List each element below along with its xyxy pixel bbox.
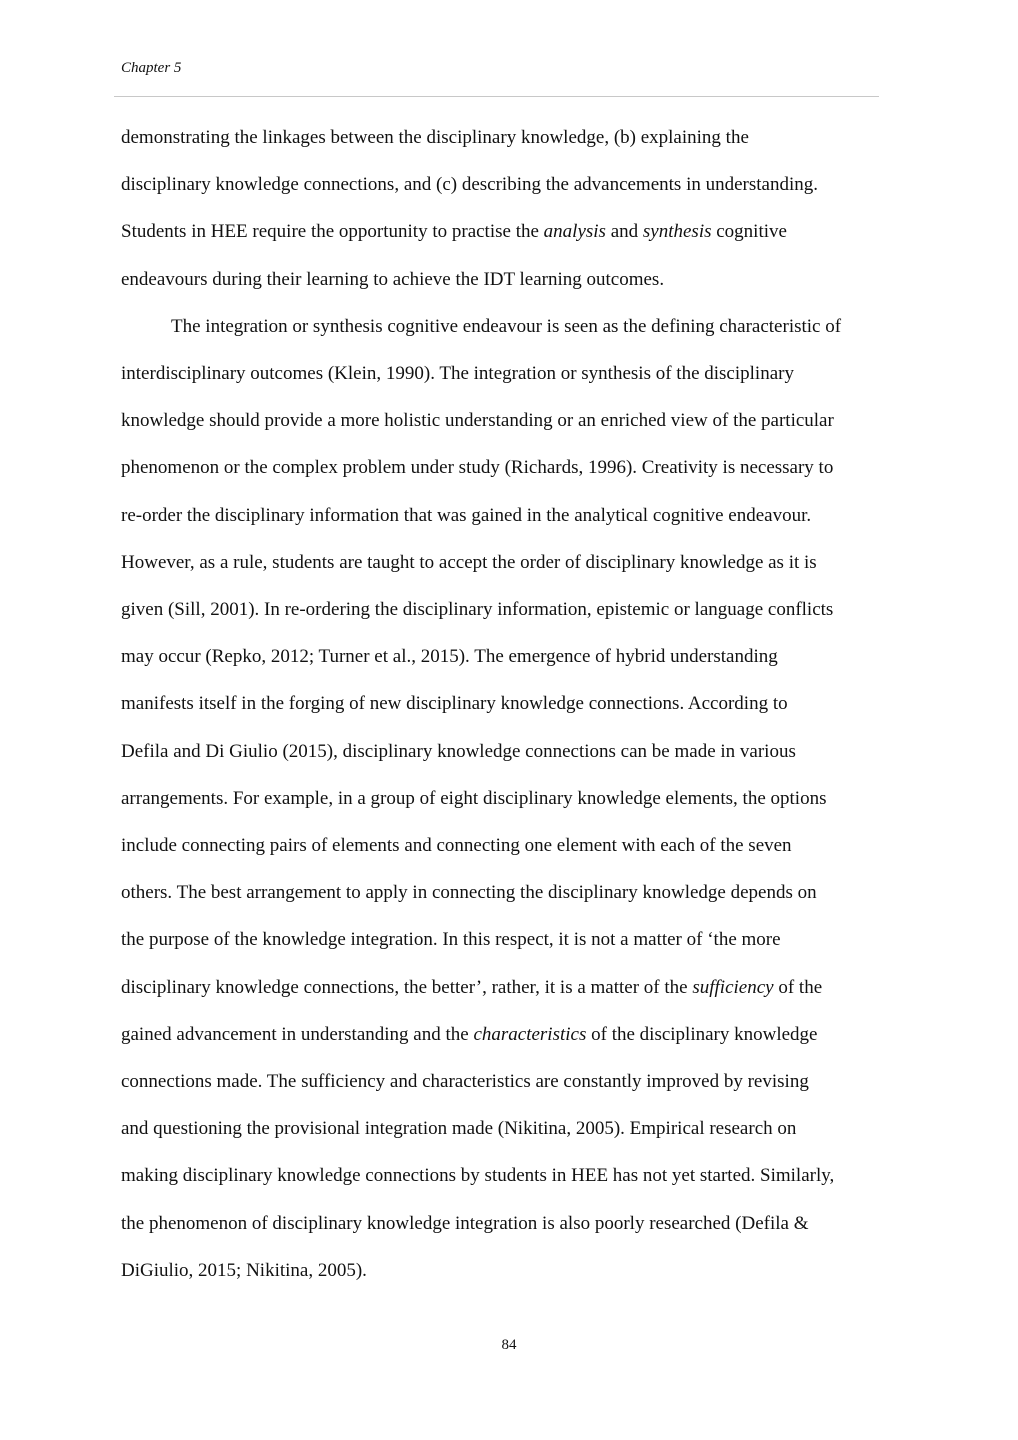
running-header: Chapter 5 bbox=[121, 60, 182, 76]
text-line: may occur (Repko, 2012; Turner et al., 2015). The emergence of hybrid understanding bbox=[121, 646, 778, 668]
page-number: 84 bbox=[501, 1337, 517, 1353]
text-line: disciplinary knowledge connections, the better’, rather, it is a matter of the sufficiency of the bbox=[121, 976, 823, 998]
text-line: disciplinary knowledge connections, and (c) describing the advancements in understanding. bbox=[121, 174, 818, 196]
emphasis-synthesis: synthesis bbox=[642, 221, 712, 243]
text-line: include connecting pairs of elements and connecting one element with each of the seven bbox=[121, 835, 792, 857]
body-text bbox=[121, 114, 900, 1294]
emphasis-sufficiency: sufficiency bbox=[692, 976, 774, 998]
text-line: the purpose of the knowledge integration. In this respect, it is not a matter of ‘the more bbox=[121, 929, 781, 951]
emphasis-analysis: analysis bbox=[543, 221, 606, 243]
text-line: knowledge should provide a more holistic understanding or an enriched view of the particular bbox=[121, 410, 834, 432]
text-line: manifests itself in the forging of new disciplinary knowledge connections. According to bbox=[121, 693, 788, 715]
text-line: However, as a rule, students are taught to accept the order of disciplinary knowledge as it is bbox=[121, 551, 817, 573]
text-line: and questioning the provisional integration made (Nikitina, 2005). Empirical research on bbox=[121, 1118, 797, 1140]
header-divider bbox=[114, 96, 879, 97]
text-line: DiGiulio, 2015; Nikitina, 2005). bbox=[121, 1259, 367, 1281]
text-line: interdisciplinary outcomes (Klein, 1990). The integration or synthesis of the disciplinary bbox=[121, 363, 794, 385]
text-line: the phenomenon of disciplinary knowledge integration is also poorly researched (Defila & bbox=[121, 1212, 809, 1234]
text-line: arrangements. For example, in a group of eight disciplinary knowledge elements, the options bbox=[121, 787, 827, 809]
text-line: endeavours during their learning to achieve the IDT learning outcomes. bbox=[121, 268, 665, 290]
emphasis-characteristics: characteristics bbox=[473, 1023, 587, 1045]
text-line: making disciplinary knowledge connections by students in HEE has not yet started. Similarly, bbox=[121, 1165, 835, 1187]
text-line: demonstrating the linkages between the disciplinary knowledge, (b) explaining the bbox=[121, 127, 749, 148]
text-line: gained advancement in understanding and the characteristics of the disciplinary knowledge bbox=[121, 1023, 818, 1045]
paragraph-start-line: The integration or synthesis cognitive endeavour is seen as the defining characteristic of bbox=[171, 315, 842, 337]
text-line: others. The best arrangement to apply in connecting the disciplinary knowledge depends on bbox=[121, 882, 817, 904]
text-line: phenomenon or the complex problem under study (Richards, 1996). Creativity is necessary to bbox=[121, 457, 834, 479]
text-line: Defila and Di Giulio (2015), disciplinary knowledge connections can be made in various bbox=[121, 740, 796, 762]
text-line: Students in HEE require the opportunity to practise the analysis and synthesis cognitive bbox=[121, 221, 787, 243]
text-line: re-order the disciplinary information that was gained in the analytical cognitive endeavour. bbox=[121, 504, 812, 526]
text-line: given (Sill, 2001). In re-ordering the disciplinary information, epistemic or language conflicts bbox=[121, 599, 834, 621]
text-line: connections made. The sufficiency and characteristics are constantly improved by revising bbox=[121, 1071, 809, 1093]
